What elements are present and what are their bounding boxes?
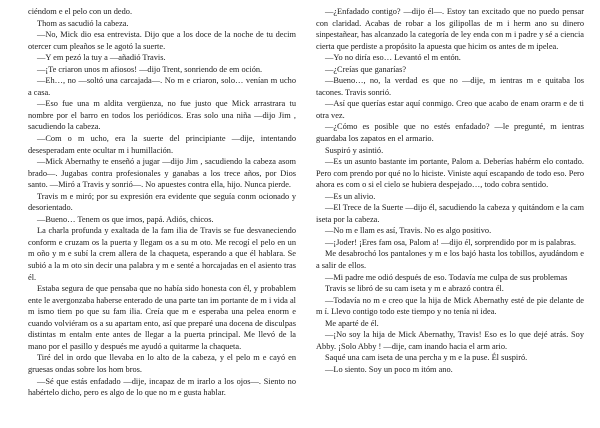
paragraph: —Es un alivio. [325,191,376,201]
paragraph: Me desabrochó los pantalones y m e los bajó hasta los tobillos, ayudándom e a salir de ellos. [316,249,584,271]
paragraph: —¡Joder! ¡Eres fam osa, Palom a! —dijo él, sorprendido por m is palabras. [325,237,576,247]
right-page [316,6,584,376]
paragraph: —Mick Abernathy te enseñó a jugar —dijo Jim , sacudiendo la cabeza asom brado—. Jugabas contra profesionales y ganabas a los trece años, por Dios santo. —Miró a Travis y sonrió—. No apuestes contra ella, hijo. Nunca pierde. [28,157,296,190]
paragraph: —Bueno…, no, la verdad es que no —dije, m ientras m e quitaba los tacones. Travis sonrió. [316,76,584,97]
paragraph: —¿Creías que ganarías? [325,64,407,74]
paragraph: —Es un asunto bastante im portante, Palom a. Deberías habérm elo contado. Pero com prendo por qué no lo hiciste. Viniste aquí escapando de todo eso. Pero ahora es com o si el cielo se hubiera despejado…, todo cobra sentido. [316,157,584,190]
paragraph: —El Trece de la Suerte —dijo él, sacudiendo la cabeza y quitándom e la cam iseta por la cabeza. [316,203,584,224]
paragraph: —¡Te criaron unos m afiosos! —dijo Trent, sonriendo de em oción. [37,64,263,74]
paragraph: Travis se libró de su cam iseta y m e abrazó contra él. [325,284,504,294]
paragraph: —Mi padre me odió después de eso. Todavía me culpa de sus problemas [325,272,568,282]
paragraph: —Todavía no m e creo que la hija de Mick Abernathy esté de pie delante de m í. Llevo contigo todo este tiempo y no tenía ni idea. [316,295,584,317]
paragraph: —Lo siento. Soy un poco m itóm ano. [325,364,453,374]
paragraph: —Así que querías estar aquí conmigo. Creo que acabo de enam orarm e de ti otra vez. [316,99,584,120]
left-page [28,6,296,399]
paragraph: —¿Enfadado contigo? —dijo él—. Estoy tan excitado que no puedo pensar con claridad. Acabas de robar a los gilipollas de m i herm ano su dinero sinpestañear, has alcanzado la categoría de ley enda con m i padre y sé a ciencia cierta que perdiste a propósito la apuesta que hicim os antes de m ipelea. [316,7,584,51]
paragraph: —Yo no diría eso… Levantó el m entón. [325,53,461,63]
paragraph: Tiré del in ordo que llevaba en lo alto de la cabeza, y el pelo m e cayó en gruesas ondas sobre los hom bros. [28,353,296,374]
paragraph: Thom as sacudió la cabeza. [37,18,129,28]
paragraph: Estaba segura de que pensaba que no había sido honesta con él, y probablem ente le avergonzaba haberse enterado de una parte tan im portante de m i vida al m ismo tiem po que su fam ilia. Creía que m e esperaba una pelea enorm e cuando volviéram os a su apartam ento, así que preparé una docena de disculpas distintas m entalm ente antes de llegar a la puerta principal. Me llevó de la mano por el pasillo y después me ayudó a quitarme la chaqueta. [28,284,296,351]
paragraph: La charla profunda y exaltada de la fam ilia de Travis se fue desvaneciendo conform e cruzam os la puerta y llegam os a su m oto. Me recogí el pelo en un m oño y m e subí la crem allera de la chaqueta, esperando a que él hablara. Se subió a la m oto sin decir una palabra y m e senté a horcajadas en el asiento tras él. [28,226,296,282]
paragraph: —¿Cómo es posible que no estés enfadado? —le pregunté, m ientras guardaba los zapatos en el armario. [316,122,584,144]
paragraph: —Bueno… Tenem os que irnos, papá. Adiós, chicos. [37,214,214,224]
paragraph: ciéndom e el pelo con un dedo. [28,7,133,16]
paragraph: —Eh…, no —soltó una carcajada—. No m e criaron, solo… venían m ucho a casa. [28,76,296,97]
paragraph: —¡No soy la hija de Mick Abernathy, Travis! Eso es lo que dejé atrás. Soy Abby. ¡Solo Abby ! —dije, cam inando hacia el arm ario. [316,330,584,351]
paragraph: —Eso fue una m aldita vergüenza, no fue justo que Mick arrastrara tu nombre por el barro en todos los periódicos. Eras solo una niña —dijo Jim , sacudiendo la cabeza. [28,99,296,132]
paragraph: Saqué una cam iseta de una percha y m e la puse. Él suspiró. [325,353,528,363]
paragraph: —No, Mick dio esa entrevista. Dijo que a los doce de la noche de tu decim otercer cum pleaños se le agotó la suerte. [28,30,296,51]
paragraph: Me aparté de él. [325,318,379,328]
paragraph: Suspiró y asintió. [325,145,384,155]
paragraph: Travis m e miró; por su expresión era evidente que seguía conm ocionado y desorientado. [28,191,296,213]
paragraph: —Com o m ucho, era la suerte del principiante —dije, intentando desesperadam ente ocultar m i humillación. [28,134,296,155]
paragraph: —No m e llam es así, Travis. No es algo positivo. [325,226,492,236]
paragraph: —Y em pezó la tuy a —añadió Travis. [37,53,166,63]
paragraph: —Sé que estás enfadado —dije, incapaz de m irarlo a los ojos—. Siento no habértelo dicho, pero es algo de lo que no m e gusta hablar. [28,376,296,398]
